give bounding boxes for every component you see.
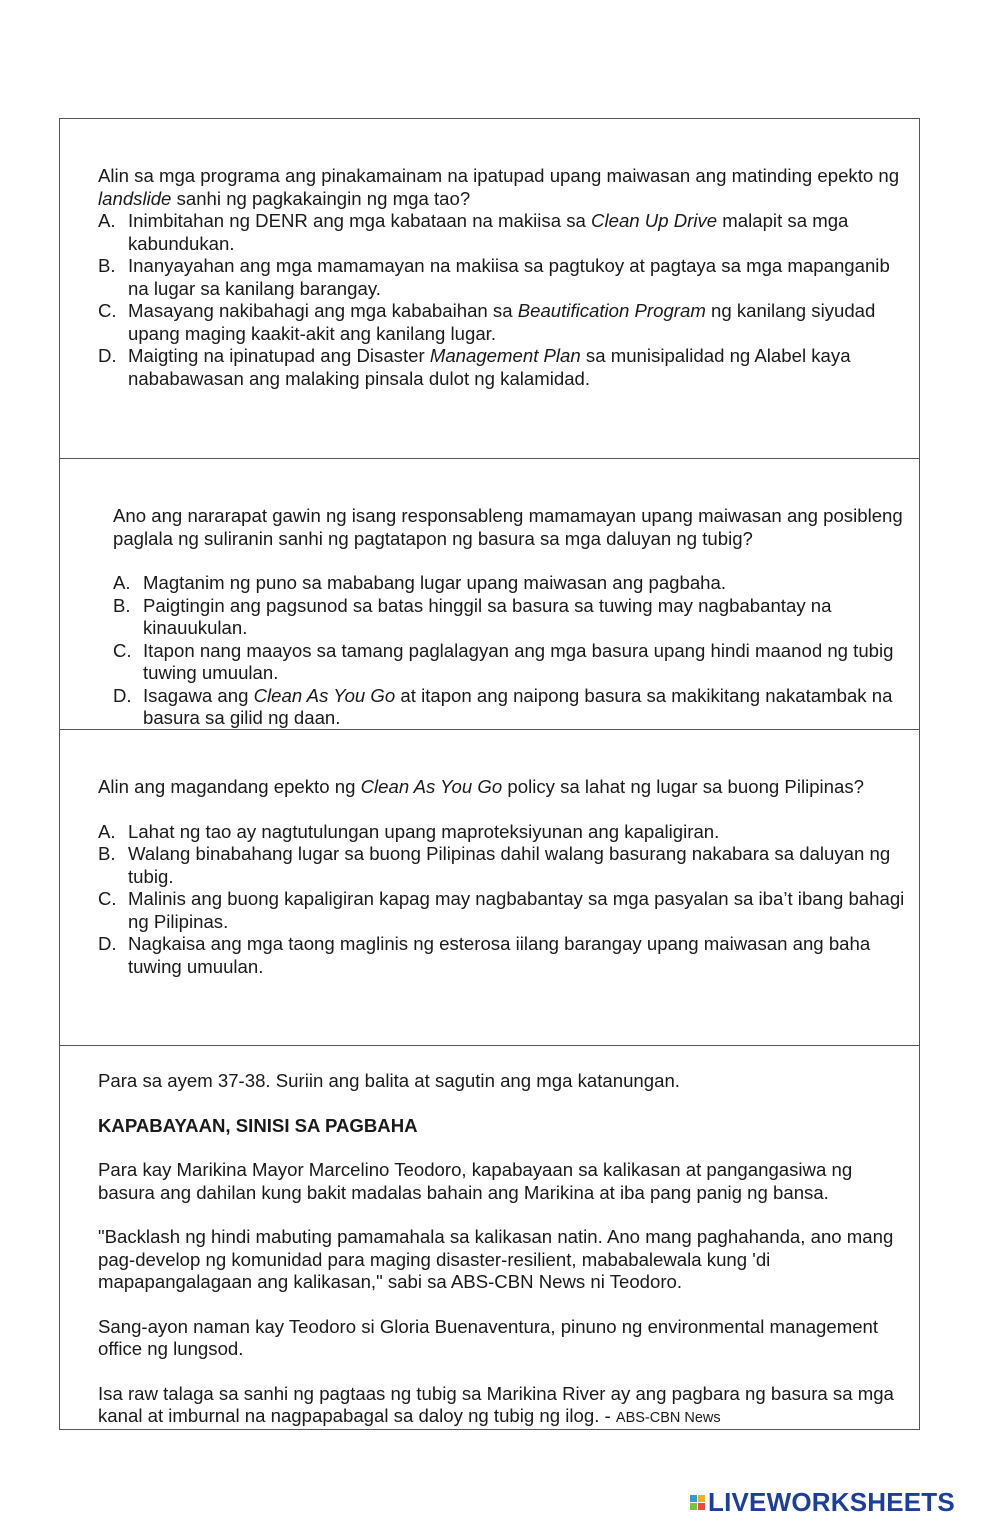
question-block [98,165,908,390]
option-text: Walang binabahang lugar sa buong Pilipinas dahil walang basurang nakabara sa daluyan ng tubig. [128,843,891,887]
option-letter: D. [113,684,132,706]
option-c[interactable] [113,640,913,685]
option-b[interactable] [98,843,916,888]
option-text: Itapon nang maayos sa tamang paglalagyan ang mga basura upang hindi maanod ng tubig tuwing umuulan. [143,639,894,683]
option-letter: A. [98,820,116,842]
stem-text: policy sa lahat ng lugar sa buong Pilipinas? [502,776,864,797]
passage-text: Isa raw talaga sa sanhi ng pagtaas ng tubig sa Marikina River ay ang pagbara ng basura sa mga kanal at imburnal na nagpapabagal sa daloy ng tubig ng ilog. - [98,1382,894,1426]
passage-paragraph: Para kay Marikina Mayor Marcelino Teodoro, kapabayaan sa kalikasan at pangangasiwa ng basura ang dahilan kung bakit madalas bahain ang Marikina at iba pang panig ng bansa. [98,1159,853,1203]
option-text: sa munisipalidad ng Alabel kaya nababawasan ang malaking pinsala dulot ng kalamidad. [128,345,851,389]
question-cell [60,119,919,458]
option-italic: Beautification Program [517,300,706,321]
news-source: ABS-CBN News [615,1410,721,1426]
passage-paragraph: Sang-ayon naman kay Teodoro si Gloria Buenaventura, pinuno ng environmental management office ng lungsod. [98,1315,879,1359]
liveworksheets-logo[interactable] [690,1487,955,1518]
option-c[interactable] [98,300,908,345]
question-stem [98,165,908,210]
option-italic: Clean Up Drive [591,210,718,231]
option-b[interactable] [98,255,908,300]
stem-italic: landslide [98,187,172,209]
brand-name: LIVEWORKSHEETS [708,1487,955,1517]
option-letter: C. [113,639,132,661]
option-letter: D. [98,345,117,366]
stem-text: sanhi ng pagkakaingin ng mga tao? [171,187,471,209]
option-italic: Management Plan [429,345,581,366]
passage-instruction: Para sa ayem 37-38. Suriin ang balita at sagutin ang mga katanungan. [98,1070,680,1091]
option-text: Malinis ang buong kapaligiran kapag may nagbabantay sa mga pasyalan sa iba’t ibang bahagi ng Pilipinas. [128,888,905,932]
question-stem [98,776,916,799]
option-text: Nagkaisa ang mga taong maglinis ng esterosa iilang barangay upang maiwasan ang baha tuwing umuulan. [128,933,871,977]
option-text: ng kanilang siyudad upang maging kaakit-akit ang kanilang lugar. [128,300,876,344]
question-block [98,776,916,978]
news-passage [98,1070,904,1430]
option-italic: Clean As You Go [253,684,396,706]
logo-icon [690,1495,705,1510]
options-list [98,210,908,390]
option-letter: C. [98,300,117,321]
option-text: malapit sa mga kabundukan. [128,210,849,254]
option-text: Inimbitahan ng DENR ang mga kabataan na makiisa sa [128,210,592,231]
option-letter: B. [113,594,131,616]
passage-cell [60,1045,919,1431]
option-letter: B. [98,843,116,864]
option-letter: D. [98,933,117,954]
option-c[interactable] [98,888,916,933]
option-text: Masayang nakibahagi ang mga kababaihan sa [128,300,518,321]
options-list [98,821,916,979]
option-letter: A. [98,210,116,231]
option-d[interactable] [113,685,913,730]
option-letter: C. [98,888,117,909]
option-letter: B. [98,255,116,276]
option-letter: A. [113,572,131,593]
option-text: Maigting na ipinatupad ang Disaster [128,345,430,366]
option-a[interactable] [98,210,908,255]
option-a[interactable] [113,572,913,595]
stem-text: Alin sa mga programa ang pinakamainam na ipatupad upang maiwasan ang matinding epekto ng [98,165,900,186]
question-cell [60,729,919,1045]
worksheet-table [59,118,920,1430]
option-text: Isagawa ang [143,684,254,706]
question-stem [113,505,913,550]
option-text: Lahat ng tao ay nagtutulungan upang maproteksiyunan ang kapaligiran. [128,820,720,842]
option-text: at itapon ang naipong basura sa makikitang nakatambak na basura sa gilid ng daan. [143,684,893,728]
option-text: Magtanim ng puno sa mababang lugar upang maiwasan ang pagbaha. [143,572,727,593]
option-d[interactable] [98,345,908,390]
option-d[interactable] [98,933,916,978]
news-headline: KAPABAYAAN, SINISI SA PAGBAHA [98,1114,418,1136]
stem-italic: Clean As You Go [360,776,503,797]
question-block [113,505,913,730]
option-text: Inanyayahan ang mga mamamayan na makiisa sa pagtukoy at pagtaya sa mga mapanganib na lugar sa kanilang barangay. [128,255,890,299]
option-a[interactable] [98,821,916,844]
passage-quote: "Backlash ng hindi mabuting pamamahala sa kalikasan natin. Ano mang paghahanda, ano mang pag-develop ng komunidad para maging disaster-resilient, mababalewala kung 'di mapapangalagaan ang kalikasan," sabi sa ABS-CBN News ni Teodoro. [98,1226,894,1292]
question-cell [60,458,919,729]
stem-text: Alin ang magandang epekto ng [98,776,361,797]
options-list [113,572,913,730]
passage-paragraph [98,1383,904,1430]
option-text: Paigtingin ang pagsunod sa batas hinggil sa basura sa tuwing may nagbabantay na kinauukulan. [143,594,832,638]
stem-text: Ano ang nararapat gawin ng isang responsableng mamamayan upang maiwasan ang posibleng paglala ng suliranin sanhi ng pagtatapon ng basura sa mga daluyan ng tubig? [113,505,903,549]
option-b[interactable] [113,595,913,640]
